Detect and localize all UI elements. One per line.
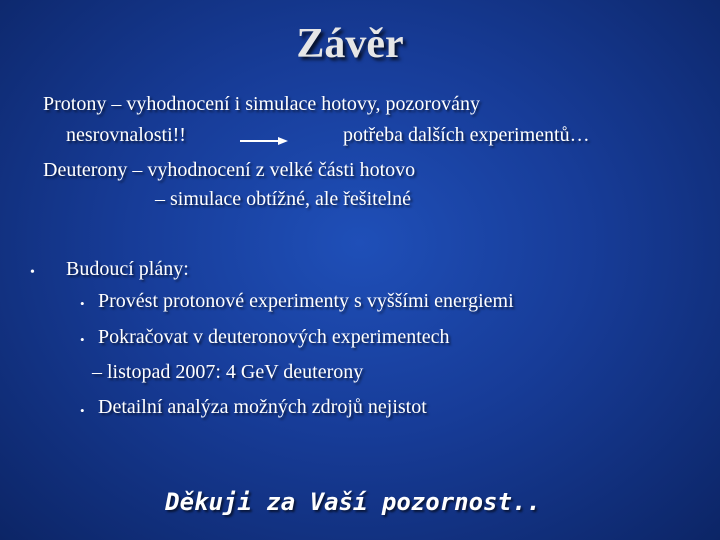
sub-bullet-icon: • (80, 296, 85, 311)
bullet-icon: • (30, 265, 35, 280)
sub-bullet-icon: • (80, 332, 85, 347)
bullet-heading: Budoucí plány: (66, 258, 189, 280)
deuterony-line-1: Deuterony – vyhodnocení z velké části hotovo (43, 159, 416, 181)
protony-line-1: Protony – vyhodnocení i simulace hotovy, pozorovány (43, 93, 480, 115)
slide-title: Závěr (296, 21, 404, 67)
sub-item-1: Provést protonové experimenty s vyššími energiemi (98, 290, 514, 312)
sub-bullet-icon: • (80, 403, 85, 418)
right-arrow-icon (240, 137, 288, 145)
protony-line-2b: potřeba dalších experimentů… (343, 124, 590, 146)
protony-line-2a: nesrovnalosti!! (66, 124, 186, 146)
sub-item-2: Pokračovat v deuteronových experimentech (98, 326, 450, 348)
deuterony-line-2: – simulace obtížné, ale řešitelné (155, 188, 412, 210)
sub-item-2-continuation: – listopad 2007: 4 GeV deuterony (92, 361, 364, 383)
thanks-message: Děkuji za Vaší pozornost.. (165, 488, 541, 516)
sub-item-3: Detailní analýza možných zdrojů nejistot (98, 396, 427, 418)
